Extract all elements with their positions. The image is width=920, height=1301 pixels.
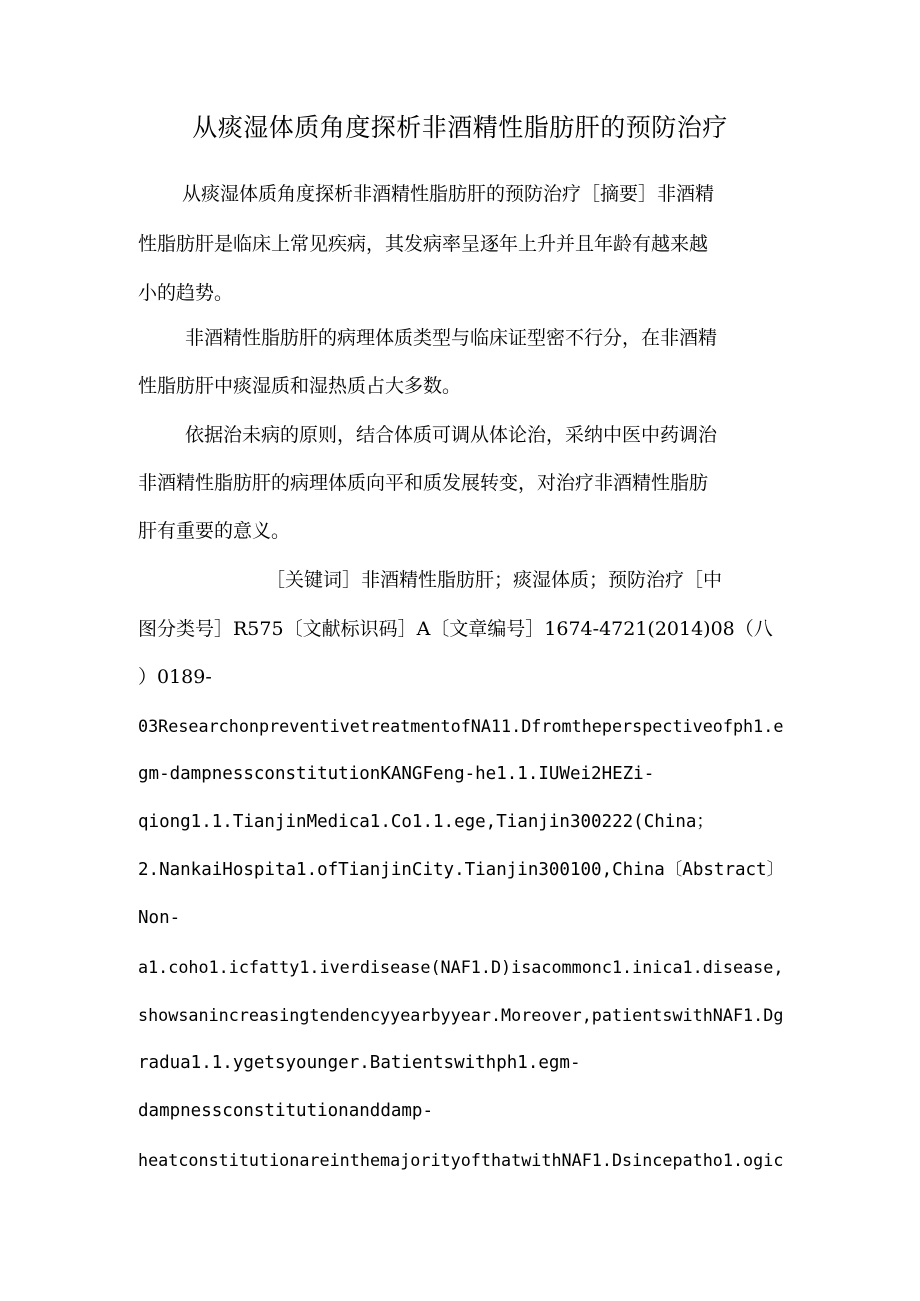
text-line: 从痰湿体质角度探析非酒精性脂肪肝的预防治疗［摘要］非酒精	[182, 183, 715, 205]
text-line: 依据治未病的原则，结合体质可调从体论治，采纳中医中药调治	[185, 424, 718, 446]
text-line: gm-dampnessconstitutionKANGFeng-he1.1.IUWei2HEZi-	[138, 764, 655, 784]
text-line: 性脂肪肝中痰湿质和湿热质占大多数。	[138, 375, 462, 397]
text-line: 肝有重要的意义。	[138, 520, 291, 542]
text-line: qiong1.1.TianjinMedica1.Co1.1.ege,Tianjin300222(China；	[138, 812, 714, 832]
document-title: 从痰湿体质角度探析非酒精性脂肪肝的预防治疗	[192, 113, 728, 142]
text-line: a1.coho1.icfatty1.iverdisease(NAF1.D)isacommonc1.inica1.disease,	[138, 957, 784, 977]
text-line: heatconstitutionareinthemajorityofthatwithNAF1.Dsincepatho1.ogic	[138, 1150, 784, 1170]
text-line: 03ResearchonpreventivetreatmentofNA11.Dfromtheperspectiveofph1.e	[138, 716, 784, 736]
text-line: 非酒精性脂肪肝的病理体质向平和质发展转变，对治疗非酒精性脂肪	[138, 472, 709, 494]
text-line: dampnessconstitutionanddamp-	[138, 1101, 434, 1121]
text-line: 小的趋势。	[138, 282, 234, 304]
text-line: 2.NankaiHospita1.ofTianjinCity.Tianjin300100,China〔Abstract〕	[138, 860, 785, 880]
text-line: ［关键词］非酒精性脂肪肝；痰湿体质；预防治疗［中	[266, 569, 723, 591]
text-line: showsanincreasingtendencyyearbyyear.Moreover,patientswithNAF1.Dg	[138, 1005, 784, 1025]
text-line: 图分类号］R575〔文献标识码］A〔文章编号］1674-4721(2014)08（八	[138, 618, 773, 640]
text-line: 性脂肪肝是临床上常见疾病，其发病率呈逐年上升并且年龄有越来越	[138, 233, 709, 255]
text-line: Non-	[138, 908, 181, 928]
text-line: 非酒精性脂肪肝的病理体质类型与临床证型密不行分，在非酒精	[185, 327, 718, 349]
text-line: radua1.1.ygetsyounger.Batientswithph1.egm-	[138, 1053, 581, 1073]
text-line: ）0189-	[138, 666, 212, 688]
